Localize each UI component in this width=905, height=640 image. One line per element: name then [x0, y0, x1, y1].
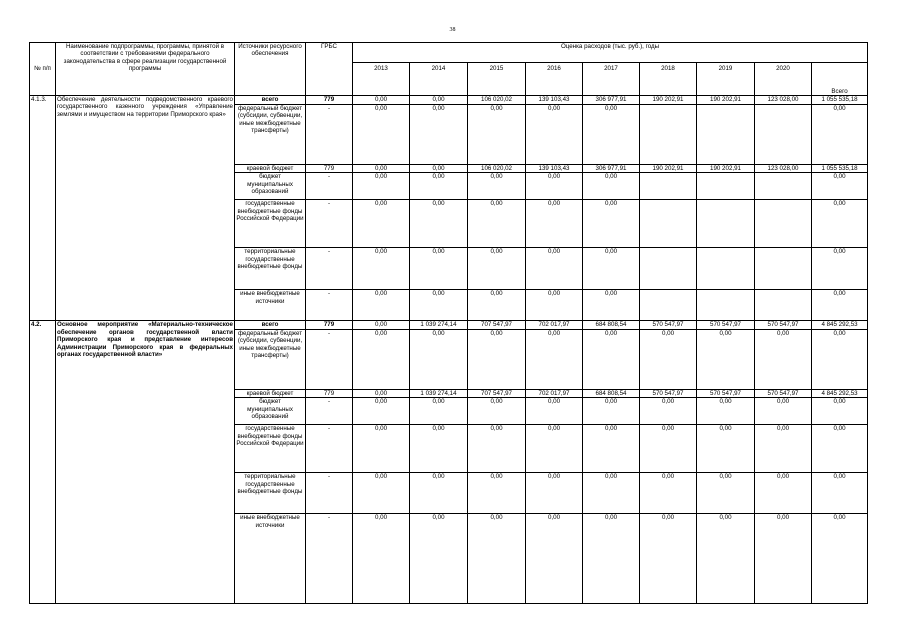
header-year: 2017: [583, 63, 640, 96]
year-value: 106 020,02: [468, 96, 526, 105]
year-value: 0,00: [468, 514, 526, 604]
year-value: 0,00: [755, 514, 812, 604]
year-value: 0,00: [468, 425, 526, 473]
year-value: 0,00: [410, 398, 468, 425]
year-value: 1 039 274,14: [410, 389, 468, 397]
funding-source: краевой бюджет: [235, 389, 306, 397]
total-value: 0,00: [812, 473, 868, 514]
year-value: 0,00: [353, 329, 410, 389]
year-value: 0,00: [697, 473, 755, 514]
year-value: 139 103,43: [526, 96, 583, 105]
year-value: [697, 173, 755, 200]
grbs-code: -: [306, 398, 353, 425]
year-value: 139 103,43: [526, 165, 583, 173]
header-year: 2018: [640, 63, 697, 96]
grbs-code: -: [306, 200, 353, 248]
budget-table: [29, 42, 868, 604]
table-row: [30, 321, 868, 329]
header-year: 2019: [697, 63, 755, 96]
year-value: 0,00: [583, 173, 640, 200]
funding-source: федеральный бюджет (субсидии, субвенции, иные межбюджетные трансферты): [235, 105, 306, 165]
year-value: 190 202,91: [640, 96, 697, 105]
year-value: 707 547,97: [468, 321, 526, 329]
year-value: 0,00: [640, 329, 697, 389]
year-value: 0,00: [640, 514, 697, 604]
year-value: 570 547,97: [755, 389, 812, 397]
year-value: [697, 105, 755, 165]
year-value: 306 977,91: [583, 165, 640, 173]
year-value: 0,00: [526, 398, 583, 425]
year-value: 0,00: [640, 425, 697, 473]
grbs-code: 779: [306, 96, 353, 105]
year-value: 702 017,97: [526, 321, 583, 329]
row-number: 4.2.: [30, 321, 56, 604]
year-value: 570 547,97: [755, 321, 812, 329]
header-grbs: ГРБС: [306, 43, 353, 96]
year-value: 106 020,02: [468, 165, 526, 173]
year-value: 0,00: [468, 105, 526, 165]
header-year: 2020: [755, 63, 812, 96]
program-name: Обеспечение деятельности подведомственного краевого государственного казенного учреждения «Управление землями и имуществом на территории Приморского края»: [56, 96, 235, 321]
year-value: 0,00: [583, 290, 640, 321]
year-value: 0,00: [583, 248, 640, 290]
year-value: 684 808,54: [583, 389, 640, 397]
funding-source: бюджет муниципальных образований: [235, 173, 306, 200]
year-value: 0,00: [353, 425, 410, 473]
year-value: 570 547,97: [697, 389, 755, 397]
year-value: 684 808,54: [583, 321, 640, 329]
year-value: 0,00: [583, 329, 640, 389]
total-value: 0,00: [812, 105, 868, 165]
year-value: 0,00: [583, 200, 640, 248]
header-year: 2013: [353, 63, 410, 96]
grbs-code: -: [306, 248, 353, 290]
year-value: [640, 200, 697, 248]
year-value: 0,00: [755, 398, 812, 425]
year-value: [697, 290, 755, 321]
year-value: 0,00: [410, 200, 468, 248]
year-value: 0,00: [468, 290, 526, 321]
year-value: 0,00: [526, 329, 583, 389]
total-value: 0,00: [812, 248, 868, 290]
year-value: 0,00: [353, 473, 410, 514]
grbs-code: -: [306, 473, 353, 514]
grbs-code: -: [306, 290, 353, 321]
year-value: 0,00: [583, 473, 640, 514]
header-year: 2014: [410, 63, 468, 96]
year-value: [755, 105, 812, 165]
year-value: 0,00: [526, 248, 583, 290]
program-name: Основное мероприятие «Материально-техническое обеспечение органов государственной власти Приморского края и представление интересов Администрации Приморского края в федеральных органах государственной власти»: [56, 321, 235, 604]
total-value: 0,00: [812, 200, 868, 248]
header-name: Наименование подпрограммы, программы, принятой в соответствии с требованиями федерального законодательства в сфере реализации государственной программы: [56, 43, 235, 96]
year-value: 0,00: [468, 248, 526, 290]
year-value: [697, 248, 755, 290]
year-value: 190 202,91: [697, 165, 755, 173]
total-value: 0,00: [812, 398, 868, 425]
year-value: 0,00: [410, 329, 468, 389]
year-value: 0,00: [526, 290, 583, 321]
year-value: 0,00: [410, 425, 468, 473]
year-value: 306 977,91: [583, 96, 640, 105]
year-value: 0,00: [353, 321, 410, 329]
funding-source: иные внебюджетные источники: [235, 514, 306, 604]
year-value: 123 028,00: [755, 165, 812, 173]
year-value: 123 028,00: [755, 96, 812, 105]
year-value: 190 202,91: [697, 96, 755, 105]
year-value: 0,00: [468, 200, 526, 248]
header-year: 2015: [468, 63, 526, 96]
year-value: 0,00: [468, 329, 526, 389]
funding-source: краевой бюджет: [235, 165, 306, 173]
year-value: 0,00: [526, 200, 583, 248]
year-value: 0,00: [353, 514, 410, 604]
page-number: 38: [449, 27, 456, 33]
year-value: 0,00: [583, 105, 640, 165]
funding-source: государственные внебюджетные фонды Российской Федерации: [235, 200, 306, 248]
year-value: 0,00: [526, 425, 583, 473]
year-value: 0,00: [755, 329, 812, 389]
year-value: 0,00: [468, 473, 526, 514]
year-value: 570 547,97: [640, 389, 697, 397]
year-value: 0,00: [526, 173, 583, 200]
year-value: 0,00: [410, 165, 468, 173]
year-value: 0,00: [697, 425, 755, 473]
grbs-code: -: [306, 173, 353, 200]
year-value: [640, 290, 697, 321]
funding-source: бюджет муниципальных образований: [235, 398, 306, 425]
year-value: 0,00: [526, 514, 583, 604]
total-value: 1 055 535,18: [812, 96, 868, 105]
year-value: 0,00: [410, 173, 468, 200]
year-value: 0,00: [583, 425, 640, 473]
year-value: [755, 290, 812, 321]
year-value: 0,00: [353, 96, 410, 105]
year-value: 0,00: [410, 290, 468, 321]
total-value: 4 845 292,53: [812, 389, 868, 397]
year-value: [640, 248, 697, 290]
year-value: 0,00: [697, 398, 755, 425]
year-value: 0,00: [353, 173, 410, 200]
funding-source: всего: [235, 321, 306, 329]
year-value: 702 017,97: [526, 389, 583, 397]
year-value: 0,00: [640, 398, 697, 425]
header-sources: Источники ресурсного обеспечения: [235, 43, 306, 96]
table-row: [30, 96, 868, 105]
year-value: 0,00: [755, 425, 812, 473]
total-value: 0,00: [812, 329, 868, 389]
year-value: 0,00: [468, 173, 526, 200]
year-value: 0,00: [697, 514, 755, 604]
total-value: 0,00: [812, 425, 868, 473]
year-value: 570 547,97: [640, 321, 697, 329]
total-value: 4 845 292,53: [812, 321, 868, 329]
year-value: 0,00: [353, 200, 410, 248]
year-value: 0,00: [353, 398, 410, 425]
grbs-code: 779: [306, 165, 353, 173]
header-year: 2016: [526, 63, 583, 96]
grbs-code: 779: [306, 389, 353, 397]
grbs-code: -: [306, 514, 353, 604]
year-value: 0,00: [353, 105, 410, 165]
total-value: 0,00: [812, 514, 868, 604]
year-value: 0,00: [526, 473, 583, 514]
year-value: 570 547,97: [697, 321, 755, 329]
funding-source: всего: [235, 96, 306, 105]
year-value: 0,00: [755, 473, 812, 514]
header-num: № п/п: [30, 43, 56, 96]
year-value: [697, 200, 755, 248]
funding-source: территориальные государственные внебюджетные фонды: [235, 248, 306, 290]
year-value: 0,00: [410, 473, 468, 514]
year-value: 190 202,91: [640, 165, 697, 173]
year-value: 0,00: [468, 398, 526, 425]
grbs-code: 779: [306, 321, 353, 329]
total-value: 0,00: [812, 173, 868, 200]
year-value: 0,00: [410, 105, 468, 165]
grbs-code: -: [306, 105, 353, 165]
year-value: [755, 173, 812, 200]
year-value: 0,00: [583, 514, 640, 604]
year-value: [755, 248, 812, 290]
funding-source: иные внебюджетные источники: [235, 290, 306, 321]
year-value: 0,00: [353, 389, 410, 397]
year-value: 0,00: [640, 473, 697, 514]
year-value: 0,00: [583, 398, 640, 425]
year-value: 0,00: [353, 248, 410, 290]
total-value: 0,00: [812, 290, 868, 321]
year-value: 0,00: [410, 514, 468, 604]
funding-source: федеральный бюджет (субсидии, субвенции, иные межбюджетные трансферты): [235, 329, 306, 389]
year-value: 0,00: [410, 248, 468, 290]
header-total: Всего: [812, 63, 868, 96]
year-value: 1 039 274,14: [410, 321, 468, 329]
grbs-code: -: [306, 425, 353, 473]
grbs-code: -: [306, 329, 353, 389]
year-value: 0,00: [353, 290, 410, 321]
year-value: 707 547,97: [468, 389, 526, 397]
year-value: [640, 173, 697, 200]
total-value: 1 055 535,18: [812, 165, 868, 173]
header-estimate: Оценка расходов (тыс. руб.), годы: [353, 43, 868, 63]
year-value: 0,00: [697, 329, 755, 389]
year-value: [755, 200, 812, 248]
funding-source: территориальные государственные внебюджетные фонды: [235, 473, 306, 514]
year-value: 0,00: [410, 96, 468, 105]
funding-source: государственные внебюджетные фонды Российской Федерации: [235, 425, 306, 473]
year-value: 0,00: [526, 105, 583, 165]
year-value: 0,00: [353, 165, 410, 173]
year-value: [640, 105, 697, 165]
row-number: 4.1.3.: [30, 96, 56, 321]
